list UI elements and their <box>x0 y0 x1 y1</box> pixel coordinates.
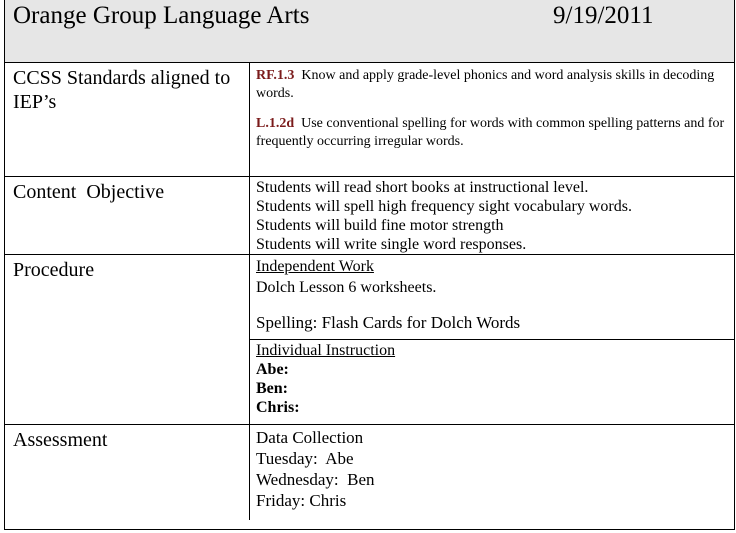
standards-label-cell <box>5 63 250 176</box>
standards-label: CCSS Standards aligned to IEP’s <box>13 67 231 113</box>
independent-work-line: Spelling: Flash Cards for Dolch Words <box>256 312 521 332</box>
objective-line: Students will build fine motor strength <box>256 216 504 234</box>
standards-row <box>5 63 734 176</box>
student-name: Chris: <box>256 398 300 416</box>
assessment-label: Assessment <box>13 428 108 451</box>
lesson-plan-table <box>5 63 734 520</box>
procedure-label: Procedure <box>13 258 95 281</box>
title-bar <box>5 0 734 63</box>
assessment-line: Data Collection <box>256 427 364 447</box>
assessment-line: Tuesday: Abe <box>256 448 354 468</box>
standards-content-cell <box>250 63 735 176</box>
standard-item <box>256 67 734 103</box>
objective-line: Students will read short books at instructional level. <box>256 178 589 196</box>
content-objective-label-cell <box>5 176 250 254</box>
assessment-row <box>5 424 734 520</box>
independent-work-line: Dolch Lesson 6 worksheets. <box>256 278 437 296</box>
student-name: Abe: <box>256 360 289 378</box>
assessment-line: Wednesday: Ben <box>256 469 375 489</box>
standard-text: Know and apply grade-level phonics and word analysis skills in decoding words. <box>256 68 715 101</box>
assessment-line: Friday: Chris <box>256 490 347 510</box>
objective-line: Students will spell high frequency sight vocabulary words. <box>256 197 632 215</box>
lesson-date: 9/19/2011 <box>553 2 654 29</box>
individual-instruction-heading: Individual Instruction <box>256 341 396 359</box>
objective-line: Students will write single word responses. <box>256 235 527 253</box>
independent-work-block <box>250 255 734 339</box>
content-objective-cell <box>250 176 735 254</box>
standard-item <box>256 115 734 151</box>
assessment-cell <box>250 424 735 520</box>
procedure-cell <box>250 254 735 424</box>
content-objective-row <box>5 176 734 254</box>
student-name: Ben: <box>256 379 288 397</box>
assessment-label-cell <box>5 424 250 520</box>
content-objective-label: Content Objective <box>13 180 165 203</box>
independent-work-heading: Independent Work <box>256 257 374 275</box>
individual-instruction-block <box>250 339 734 417</box>
standard-code: L.1.2d <box>256 116 295 131</box>
page-title: Orange Group Language Arts <box>13 2 310 29</box>
procedure-row <box>5 254 734 424</box>
standard-text: Use conventional spelling for words with common spelling patterns and for frequently occurring irregular words. <box>256 116 725 149</box>
procedure-label-cell <box>5 254 250 424</box>
standard-code: RF.1.3 <box>256 68 295 83</box>
